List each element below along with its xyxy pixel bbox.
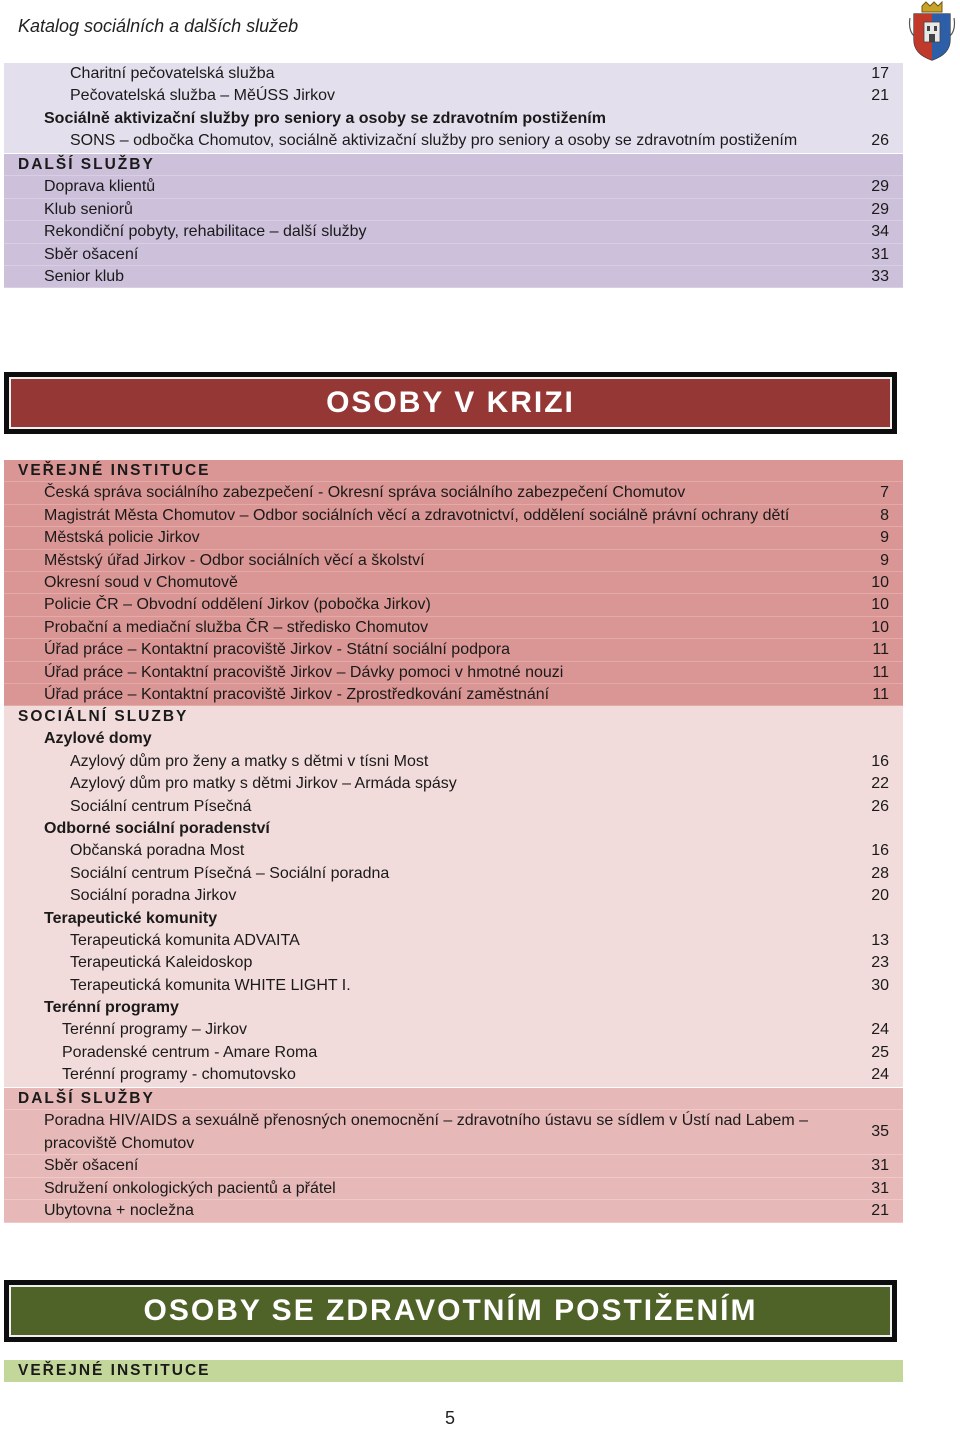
list-item[interactable]: Sdružení onkologických pacientů a přátel 31 bbox=[4, 1178, 903, 1200]
crisis-public-institutions bbox=[4, 460, 903, 706]
list-item[interactable]: Česká správa sociálního zabezpečení - Okresní správa sociálního zabezpečení Chomutov 7 bbox=[4, 482, 903, 504]
catalog-title: Katalog sociálních a dalších služeb bbox=[18, 16, 299, 36]
group-title: Sociálně aktivizační služby pro seniory a osoby se zdravotním postižením bbox=[44, 109, 606, 127]
list-item[interactable]: Senior klub 33 bbox=[4, 266, 903, 288]
top-other-services bbox=[4, 154, 903, 288]
list-item[interactable]: Městský úřad Jirkov - Odbor sociálních věcí a školství 9 bbox=[4, 550, 903, 572]
city-coat-of-arms-icon bbox=[908, 0, 956, 62]
list-item[interactable]: Charitní pečovatelská služba 17 bbox=[70, 65, 889, 82]
section-heading: DALŠÍ SLUŽBY bbox=[4, 1088, 903, 1110]
list-item[interactable]: Magistrát Města Chomutov – Odbor sociálních věcí a zdravotnictví, oddělení sociálně právní ochrany dětí 8 bbox=[4, 505, 903, 527]
list-item[interactable]: Azylový dům pro matky s dětmi Jirkov – Armáda spásy 22 bbox=[70, 775, 889, 793]
group-title: Azylové domy bbox=[44, 730, 152, 748]
list-item[interactable]: Sběr ošacení 31 bbox=[4, 244, 903, 266]
list-item[interactable]: Rekondiční pobyty, rehabilitace – další služby 34 bbox=[4, 221, 903, 243]
list-item[interactable]: Okresní soud v Chomutově 10 bbox=[4, 572, 903, 594]
group-title: Terapeutické komunity bbox=[44, 909, 218, 927]
section-heading: DALŠÍ SLUŽBY bbox=[4, 154, 903, 176]
section-heading: VEŘEJNÉ INSTITUCE bbox=[18, 1362, 211, 1379]
list-item[interactable]: Občanská poradna Most 16 bbox=[70, 842, 889, 860]
page-number: 5 bbox=[445, 1408, 456, 1428]
list-item[interactable]: Sběr ošacení 31 bbox=[4, 1155, 903, 1177]
group-title: Odborné sociální poradenství bbox=[44, 819, 270, 837]
list-item[interactable]: Terapeutická komunita WHITE LIGHT I. 30 bbox=[70, 976, 889, 994]
health-banner-title: OSOBY SE ZDRAVOTNÍM POSTIŽENÍM bbox=[9, 1285, 892, 1337]
crisis-other-services bbox=[4, 1088, 903, 1223]
list-item[interactable]: Ubytovna + nocležna 21 bbox=[4, 1200, 903, 1222]
section-heading: SOCIÁLNÍ SLUZBY bbox=[18, 708, 189, 725]
list-item[interactable]: Policie ČR – Obvodní oddělení Jirkov (pobočka Jirkov) 10 bbox=[4, 594, 903, 616]
list-item[interactable]: Úřad práce – Kontaktní pracoviště Jirkov - Zprostředkování zaměstnání 11 bbox=[4, 684, 903, 706]
list-item[interactable]: Doprava klientů 29 bbox=[4, 176, 903, 198]
list-item[interactable]: Terapeutická komunita ADVAITA 13 bbox=[70, 931, 889, 949]
crisis-banner bbox=[4, 372, 897, 434]
list-item[interactable]: Městská policie Jirkov 9 bbox=[4, 527, 903, 549]
health-public-institutions bbox=[4, 1360, 903, 1382]
section-heading: VEŘEJNÉ INSTITUCE bbox=[4, 460, 903, 482]
list-item[interactable]: Pečovatelská služba – MěÚSS Jirkov 21 bbox=[70, 87, 889, 105]
list-item[interactable]: Terénní programy – Jirkov 24 bbox=[62, 1021, 889, 1039]
list-item[interactable]: Sociální centrum Písečná – Sociální poradna 28 bbox=[70, 864, 889, 882]
crisis-social-services bbox=[4, 706, 903, 1087]
health-banner bbox=[4, 1280, 897, 1342]
crisis-banner-title: OSOBY V KRIZI bbox=[9, 377, 892, 429]
list-item[interactable]: Úřad práce – Kontaktní pracoviště Jirkov - Státní sociální podpora 11 bbox=[4, 639, 903, 661]
list-item[interactable]: Probační a mediační služba ČR – středisko Chomutov 10 bbox=[4, 617, 903, 639]
list-item[interactable]: Poradna HIV/AIDS a sexuálně přenosných onemocnění – zdravotního ústavu se sídlem v Ústí nad Labem – pracoviště Chomutov 35 bbox=[4, 1110, 903, 1155]
list-item[interactable]: Azylový dům pro ženy a matky s dětmi v tísni Most 16 bbox=[70, 752, 889, 770]
list-item[interactable]: Klub seniorů 29 bbox=[4, 199, 903, 221]
list-item[interactable]: Sociální centrum Písečná 26 bbox=[70, 797, 889, 815]
list-item[interactable]: Terénní programy - chomutovsko 24 bbox=[62, 1066, 889, 1084]
top-section-services bbox=[4, 63, 903, 153]
group-title: Terénní programy bbox=[44, 999, 179, 1017]
list-item[interactable]: Sociální poradna Jirkov 20 bbox=[70, 887, 889, 905]
list-item[interactable]: Terapeutická Kaleidoskop 23 bbox=[70, 954, 889, 972]
list-item[interactable]: Poradenské centrum - Amare Roma 25 bbox=[62, 1043, 889, 1061]
list-item[interactable]: SONS – odbočka Chomutov, sociálně aktivizační služby pro seniory a osoby se zdravotním postižením 26 bbox=[70, 132, 889, 150]
list-item[interactable]: Úřad práce – Kontaktní pracoviště Jirkov – Dávky pomoci v hmotné nouzi 11 bbox=[4, 662, 903, 684]
